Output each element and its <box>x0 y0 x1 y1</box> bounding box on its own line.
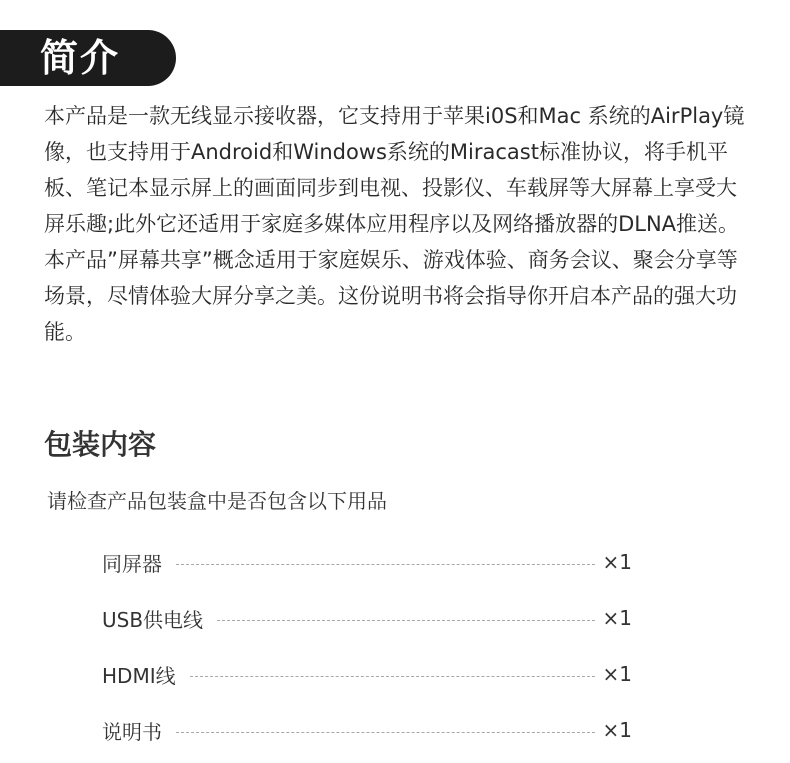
intro-title-banner <box>0 30 176 86</box>
dotted-leader <box>190 676 595 677</box>
package-check-instruction: 请检查产品包装盒中是否包含以下用品 <box>47 489 387 513</box>
package-item-hdmi-cable <box>102 646 632 702</box>
package-item-quantity: ×1 <box>602 662 632 686</box>
package-item-quantity: ×1 <box>602 606 632 630</box>
package-item-quantity: ×1 <box>602 550 632 574</box>
package-item-quantity: ×1 <box>602 718 632 742</box>
package-item-receiver <box>102 534 632 590</box>
dotted-leader <box>176 564 595 565</box>
package-contents-heading: 包装内容 <box>44 428 157 461</box>
package-item-usb-cable <box>102 590 632 646</box>
intro-paragraph: 本产品是一款无线显示接收器，它支持用于苹果i0S和Mac 系统的AirPlay镜像，也支持用于Android和Windows系统的Miracast标准协议，将手机平板、笔记本显示屏上的画面同步到电视、投影仪、车载屏等大屏幕上享受大屏乐趣;此外它还适用于家庭多媒体应用程序以及网络播放器的DLNA推送。本产品”屏幕共享”概念适用于家庭娱乐、游戏体验、商务会议、聚会分享等场景，尽情体验大屏分享之美。这份说明书将会指导你开启本产品的强大功能。 <box>44 104 745 344</box>
package-item-manual <box>102 702 632 758</box>
package-item-name: USB供电线 <box>102 607 204 632</box>
package-item-name: HDMI线 <box>102 663 176 688</box>
package-item-list <box>102 534 632 758</box>
intro-title: 简介 <box>40 36 121 80</box>
package-item-name: 同屏器 <box>102 551 162 576</box>
package-item-name: 说明书 <box>102 719 162 744</box>
dotted-leader <box>176 732 595 733</box>
dotted-leader <box>217 620 594 621</box>
